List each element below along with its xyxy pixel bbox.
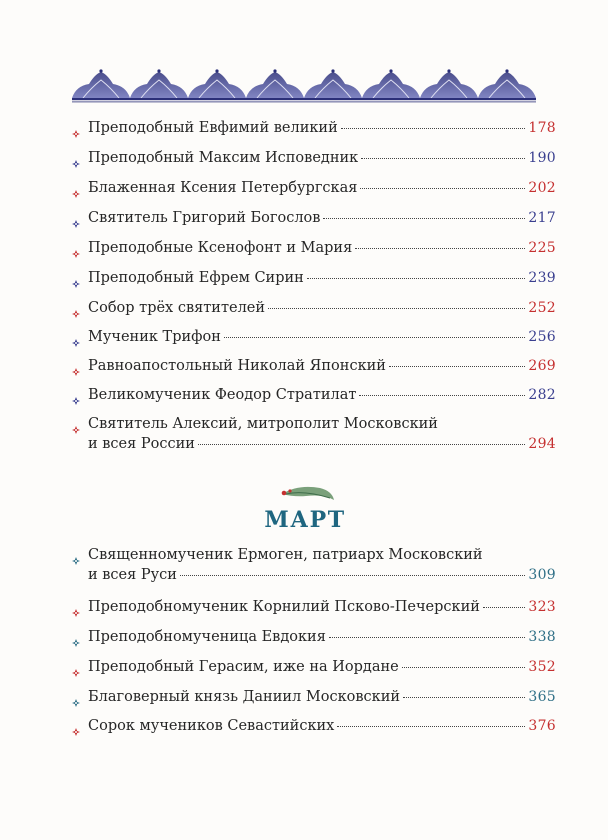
toc-page-number: 365 <box>528 689 556 705</box>
toc-page-number: 376 <box>528 718 556 734</box>
bullet-ornament-icon <box>72 603 80 611</box>
top-ornament-border <box>72 68 536 104</box>
dot-leader <box>224 337 525 338</box>
toc-entry[interactable] <box>72 627 556 647</box>
toc-entry-title: Мученик Трифон <box>88 329 221 345</box>
toc-entry[interactable] <box>72 238 556 258</box>
bullet-ornament-icon <box>72 633 80 641</box>
toc-entry-title: Преподобный Максим Исповедник <box>88 150 359 166</box>
toc-entry[interactable] <box>72 687 556 707</box>
toc-entry-title: Преподобный Герасим, иже на Иордане <box>88 659 399 675</box>
toc-entry[interactable] <box>72 716 556 736</box>
dot-leader <box>483 607 525 608</box>
toc-entry[interactable] <box>72 118 556 138</box>
toc-page-number: 294 <box>528 436 556 452</box>
toc-entry-title: и всея Руси <box>88 567 177 583</box>
bullet-ornament-icon <box>72 274 80 282</box>
bullet-ornament-icon <box>72 420 80 428</box>
toc-page-number: 282 <box>528 387 556 403</box>
section-title-march: МАРТ <box>264 507 346 533</box>
toc-entry[interactable] <box>72 327 556 347</box>
dot-leader <box>403 697 525 698</box>
toc-page-number: 202 <box>528 180 556 196</box>
toc-page-number: 269 <box>528 358 556 374</box>
bullet-ornament-icon <box>72 722 80 730</box>
dot-leader <box>402 667 526 668</box>
toc-page-number: 252 <box>528 300 556 316</box>
dot-leader <box>355 248 525 249</box>
toc-entry[interactable] <box>72 208 556 228</box>
toc-entry-title: Святитель Григорий Богослов <box>88 210 321 226</box>
dot-leader <box>360 188 525 189</box>
bullet-ornament-icon <box>72 244 80 252</box>
toc-page-number: 309 <box>528 567 556 583</box>
toc-page-number: 190 <box>528 150 556 166</box>
toc-entry-title: Преподобномученица Евдокия <box>88 629 326 645</box>
toc-page-number: 352 <box>528 659 556 675</box>
toc-entry-title: Равноапостольный Николай Японский <box>88 358 386 374</box>
bullet-ornament-icon <box>72 304 80 312</box>
bullet-ornament-icon <box>72 693 80 701</box>
toc-entry[interactable] <box>72 545 556 585</box>
dot-leader <box>361 158 525 159</box>
toc-entry[interactable] <box>72 657 556 677</box>
toc-entry-title: Собор трёх святителей <box>88 300 266 316</box>
toc-entry[interactable] <box>72 414 556 454</box>
toc-page-number: 256 <box>528 329 556 345</box>
toc-entry-title: Священномученик Ермоген, патриарх Московский <box>88 547 483 563</box>
toc-page-number: 323 <box>528 599 556 615</box>
toc-entry-title: и всея России <box>88 436 195 452</box>
dot-leader <box>323 218 525 219</box>
bullet-ornament-icon <box>72 214 80 222</box>
bullet-ornament-icon <box>72 663 80 671</box>
toc-entry-title: Преподобномученик Корнилий Псково-Печерский <box>88 599 480 615</box>
dot-leader <box>341 128 526 129</box>
dot-leader <box>359 395 525 396</box>
toc-page-number: 239 <box>528 270 556 286</box>
toc-page-number: 338 <box>528 629 556 645</box>
toc-entry-title: Преподобный Евфимий великий <box>88 120 338 136</box>
dot-leader <box>198 444 525 445</box>
toc-entry[interactable] <box>72 178 556 198</box>
bullet-ornament-icon <box>72 154 80 162</box>
dot-leader <box>307 278 526 279</box>
bullet-ornament-icon <box>72 362 80 370</box>
bullet-ornament-icon <box>72 184 80 192</box>
toc-page-number: 217 <box>528 210 556 226</box>
toc-entry[interactable] <box>72 148 556 168</box>
toc-entry-title: Блаженная Ксения Петербургская <box>88 180 358 196</box>
bullet-ornament-icon <box>72 391 80 399</box>
toc-entry[interactable] <box>72 597 556 617</box>
toc-entry[interactable] <box>72 385 556 405</box>
toc-entry-title: Великомученик Феодор Стратилат <box>88 387 357 403</box>
dot-leader <box>268 308 525 309</box>
toc-entry-title: Преподобные Ксенофонт и Мария <box>88 240 353 256</box>
toc-entry[interactable] <box>72 356 556 376</box>
toc-entry-title: Преподобный Ефрем Сирин <box>88 270 304 286</box>
toc-entry[interactable] <box>72 268 556 288</box>
bullet-ornament-icon <box>72 124 80 132</box>
toc-page-number: 178 <box>528 120 556 136</box>
bullet-ornament-icon <box>72 551 80 559</box>
toc-page-number: 225 <box>528 240 556 256</box>
toc-entry[interactable] <box>72 298 556 318</box>
dot-leader <box>337 726 525 727</box>
dot-leader <box>329 637 526 638</box>
bullet-ornament-icon <box>72 333 80 341</box>
dot-leader <box>180 575 525 576</box>
toc-entry-title: Святитель Алексий, митрополит Московский <box>88 416 438 432</box>
toc-entry-title: Сорок мучеников Севастийских <box>88 718 335 734</box>
toc-entry-title: Благоверный князь Даниил Московский <box>88 689 401 705</box>
dot-leader <box>389 366 525 367</box>
feather-flourish-icon <box>276 480 336 510</box>
